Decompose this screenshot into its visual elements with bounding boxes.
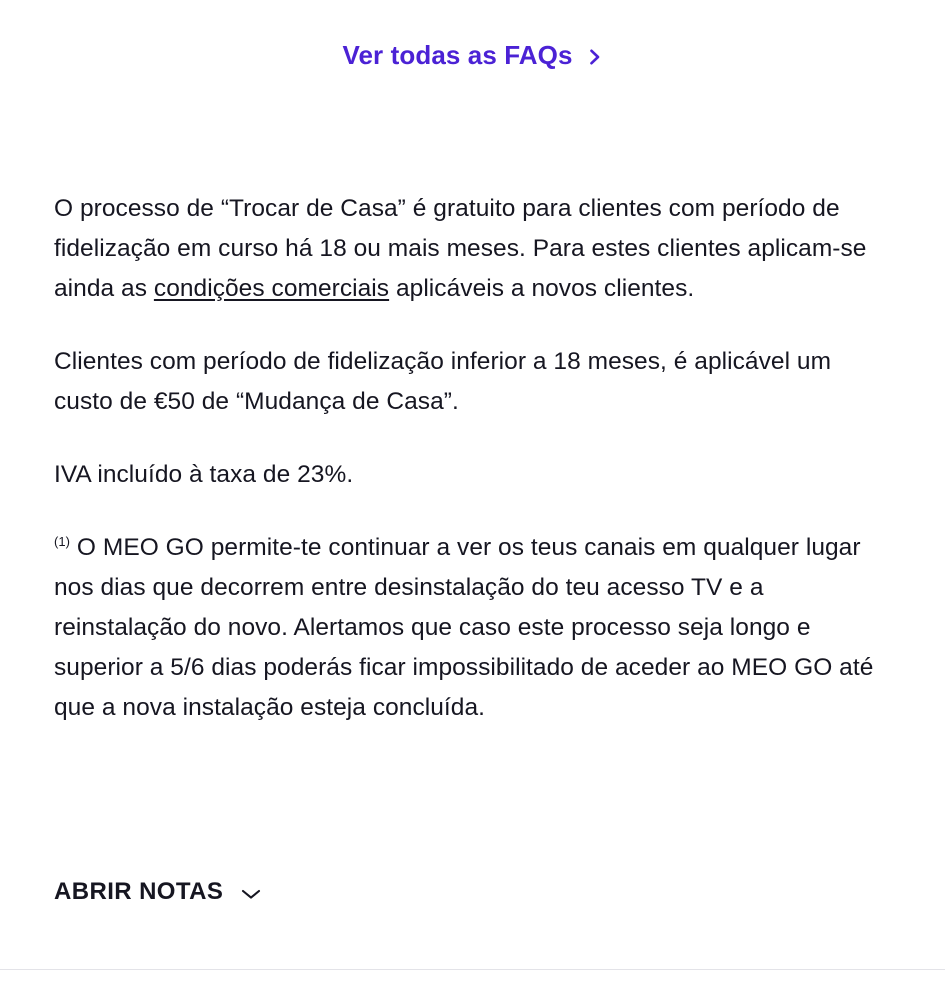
chevron-down-icon (241, 888, 261, 900)
view-all-faqs-label: Ver todas as FAQs (342, 40, 573, 70)
condicoes-comerciais-link[interactable]: condições comerciais (153, 275, 390, 302)
footnote-marker: (1) (54, 533, 71, 549)
paragraph-text: O MEO GO permite-te continuar a ver os teus canais em qualquer lugar nos dias que decorrem entre desinstalação do teu acesso TV e a reinstalação do novo. Alertamos que caso este processo seja longo e superior a 5/6 dias poderás ficar impossibilitado de aceder ao MEO GO até que a nova instalação esteja concluída. (54, 534, 874, 721)
chevron-right-icon (587, 49, 603, 65)
abrir-notas-label: ABRIR NOTAS (54, 878, 224, 905)
paragraph-text: O processo de “Trocar de Casa” é gratuito para clientes com período de fidelização em curso há 18 ou mais meses. Para estes clientes aplicam-se ainda as (54, 195, 867, 302)
paragraph-text-tail: aplicáveis a novos clientes. (389, 275, 695, 302)
paragraph-meo-go-footnote (54, 528, 882, 728)
paragraph-text: IVA incluído à taxa de 23%. (54, 461, 354, 488)
bottom-divider (0, 969, 945, 970)
terms-content (0, 189, 945, 728)
paragraph-iva (54, 455, 884, 495)
paragraph-trocar-de-casa (54, 189, 884, 309)
view-all-faqs-link[interactable] (342, 40, 602, 71)
paragraph-fidelizacao-inferior (54, 342, 884, 422)
abrir-notas-accordion-toggle[interactable] (54, 878, 261, 906)
faq-link-row (0, 0, 945, 71)
paragraph-text: Clientes com período de fidelização inferior a 18 meses, é aplicável um custo de €50 de “Mudança de Casa”. (54, 348, 832, 415)
